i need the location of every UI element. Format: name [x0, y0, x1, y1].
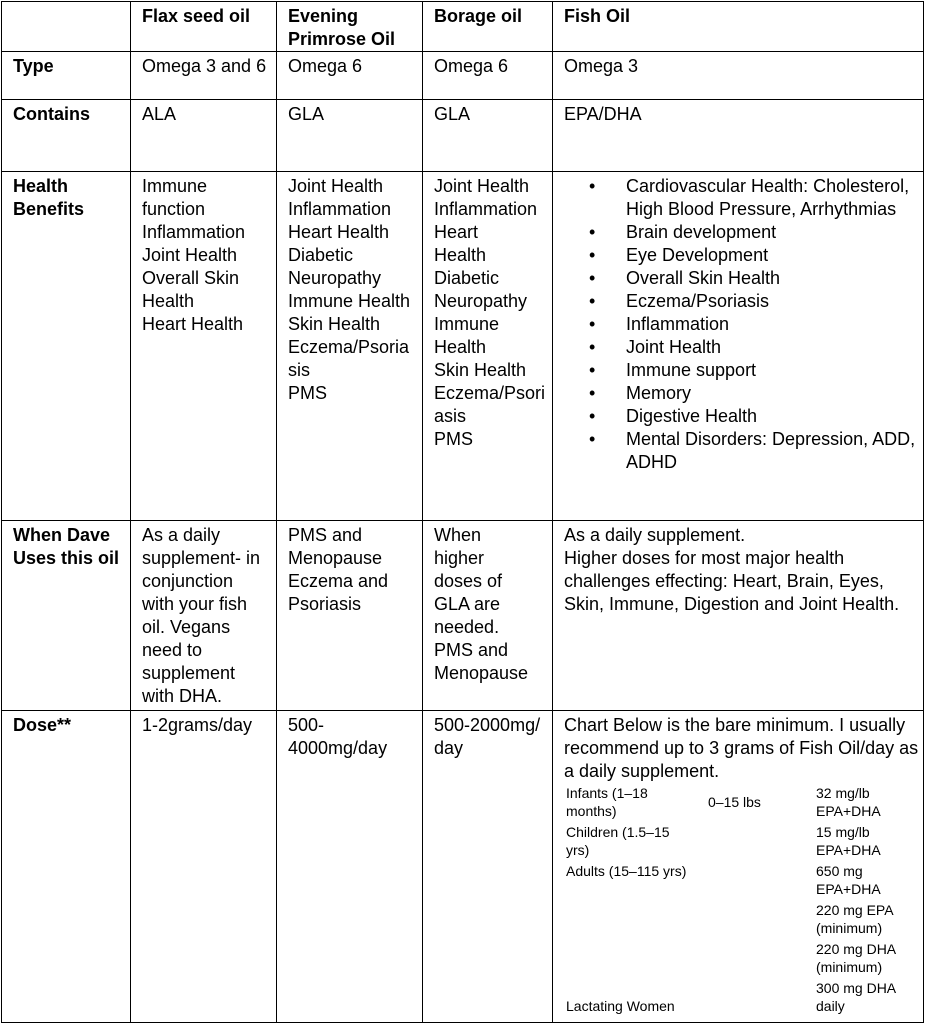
benefit-item: Overall Skin Health	[142, 268, 240, 311]
table-row: 220 mg DHA (minimum)	[816, 941, 896, 975]
bullet-icon: •	[589, 360, 596, 380]
benefit-item: Inflammation	[288, 199, 392, 219]
dose-fish	[553, 711, 924, 1023]
benefit-item: Joint Health	[288, 176, 384, 196]
contains-fish: EPA/DHA	[553, 100, 924, 172]
fish-dose-table	[564, 784, 914, 1018]
fish-benefits-list	[553, 175, 917, 474]
benefits-primrose	[277, 172, 423, 521]
bullet-icon: •	[589, 222, 596, 242]
benefit-item: Heart Health	[434, 222, 487, 265]
benefit-item: Diabetic Neuropathy	[288, 245, 382, 288]
bullet-icon: •	[589, 337, 596, 357]
benefit-item: Heart Health	[142, 314, 244, 334]
table-row: Lactating Women 300 mg DHA daily	[566, 980, 896, 1014]
contains-row	[2, 100, 924, 172]
table-row: Infants (1–18 months) 0–15 lbs 32 mg/lb EPA+DHA	[566, 785, 881, 819]
list-item: • Overall Skin Health	[589, 268, 781, 288]
contains-flax: ALA	[131, 100, 277, 172]
bullet-icon: •	[589, 245, 596, 265]
uses-borage: When higher doses of GLA are needed. PMS and Menopause	[423, 521, 553, 711]
list-item: • Mental Disorders: Depression, ADD, ADHD	[589, 429, 916, 472]
bullet-icon: •	[589, 429, 596, 449]
uses-flax: As a daily supplement- in conjunction with your fish oil. Vegans need to supplement with DHA.	[131, 521, 277, 711]
benefit-item: Immune function	[142, 176, 208, 219]
benefits-flax	[131, 172, 277, 521]
bullet-icon: •	[589, 291, 596, 311]
benefit-item: Joint Health	[434, 176, 530, 196]
contains-label: Contains	[2, 100, 131, 172]
header-borage-oil: Borage oil	[423, 2, 553, 52]
dose-label: Dose**	[2, 711, 131, 1023]
benefit-item: Heart Health	[288, 222, 390, 242]
benefit-item: PMS	[288, 383, 328, 403]
type-row	[2, 52, 924, 100]
bullet-icon: •	[589, 314, 596, 334]
list-item: • Inflammation	[589, 314, 730, 334]
type-primrose: Omega 6	[277, 52, 423, 100]
list-item: • Eye Development	[589, 245, 769, 265]
benefits-label: Health Benefits	[2, 172, 131, 521]
list-item: • Eczema/Psoriasis	[589, 291, 770, 311]
benefit-item: PMS	[434, 429, 474, 449]
dose-fish-intro: Chart Below is the bare minimum. I usually recommend up to 3 grams of Fish Oil/day as a daily supplement.	[564, 715, 919, 781]
list-item: • Cardiovascular Health: Cholesterol, High Blood Pressure, Arrhythmias	[589, 176, 910, 219]
header-flax-seed-oil: Flax seed oil	[131, 2, 277, 52]
type-fish: Omega 3	[553, 52, 924, 100]
uses-fish: As a daily supplement. Higher doses for most major health challenges effecting: Heart, Brain, Eyes, Skin, Immune, Digestion and Joint Health.	[553, 521, 924, 711]
benefits-fish	[553, 172, 924, 521]
contains-primrose: GLA	[277, 100, 423, 172]
dose-row	[2, 711, 924, 1023]
uses-row	[2, 521, 924, 711]
benefit-item: Skin Health	[288, 314, 381, 334]
benefits-row	[2, 172, 924, 521]
type-flax: Omega 3 and 6	[131, 52, 277, 100]
dose-borage: 500-2000mg/day	[423, 711, 553, 1023]
uses-primrose: PMS and Menopause Eczema and Psoriasis	[277, 521, 423, 711]
type-label: Type	[2, 52, 131, 100]
list-item: • Memory	[589, 383, 692, 403]
dose-primrose: 500-4000mg/day	[277, 711, 423, 1023]
list-item: • Joint Health	[589, 337, 722, 357]
benefit-item: Diabetic Neuropathy	[434, 268, 528, 311]
bullet-icon: •	[589, 268, 596, 288]
table-row: Children (1.5–15 yrs) 15 mg/lb EPA+DHA	[566, 824, 881, 858]
header-evening-primrose-oil: Evening Primrose Oil	[277, 2, 423, 52]
bullet-icon: •	[589, 406, 596, 426]
benefit-item: Skin Health	[434, 360, 527, 380]
header-blank-cell	[2, 2, 131, 52]
benefit-item: Eczema/Psoriasis	[288, 337, 410, 380]
table-row: 220 mg EPA (minimum)	[816, 902, 893, 936]
oil-comparison-table	[1, 1, 924, 1023]
type-borage: Omega 6	[423, 52, 553, 100]
benefits-borage	[423, 172, 553, 521]
benefit-item: Inflammation	[434, 199, 538, 219]
list-item: • Digestive Health	[589, 406, 758, 426]
bullet-icon: •	[589, 383, 596, 403]
list-item: • Brain development	[589, 222, 777, 242]
benefit-item: Joint Health	[142, 245, 238, 265]
header-fish-oil: Fish Oil	[553, 2, 924, 52]
list-item: • Immune support	[589, 360, 757, 380]
benefit-item: Eczema/Psoriasis	[434, 383, 546, 426]
header-row	[2, 2, 924, 52]
table-row: Adults (15–115 yrs) 650 mg EPA+DHA	[566, 863, 881, 897]
contains-borage: GLA	[423, 100, 553, 172]
benefit-item: Immune Health	[434, 314, 500, 357]
benefit-item: Immune Health	[288, 291, 411, 311]
uses-label: When Dave Uses this oil	[2, 521, 131, 711]
bullet-icon: •	[589, 176, 596, 196]
benefit-item: Inflammation	[142, 222, 246, 242]
dose-flax: 1-2grams/day	[131, 711, 277, 1023]
